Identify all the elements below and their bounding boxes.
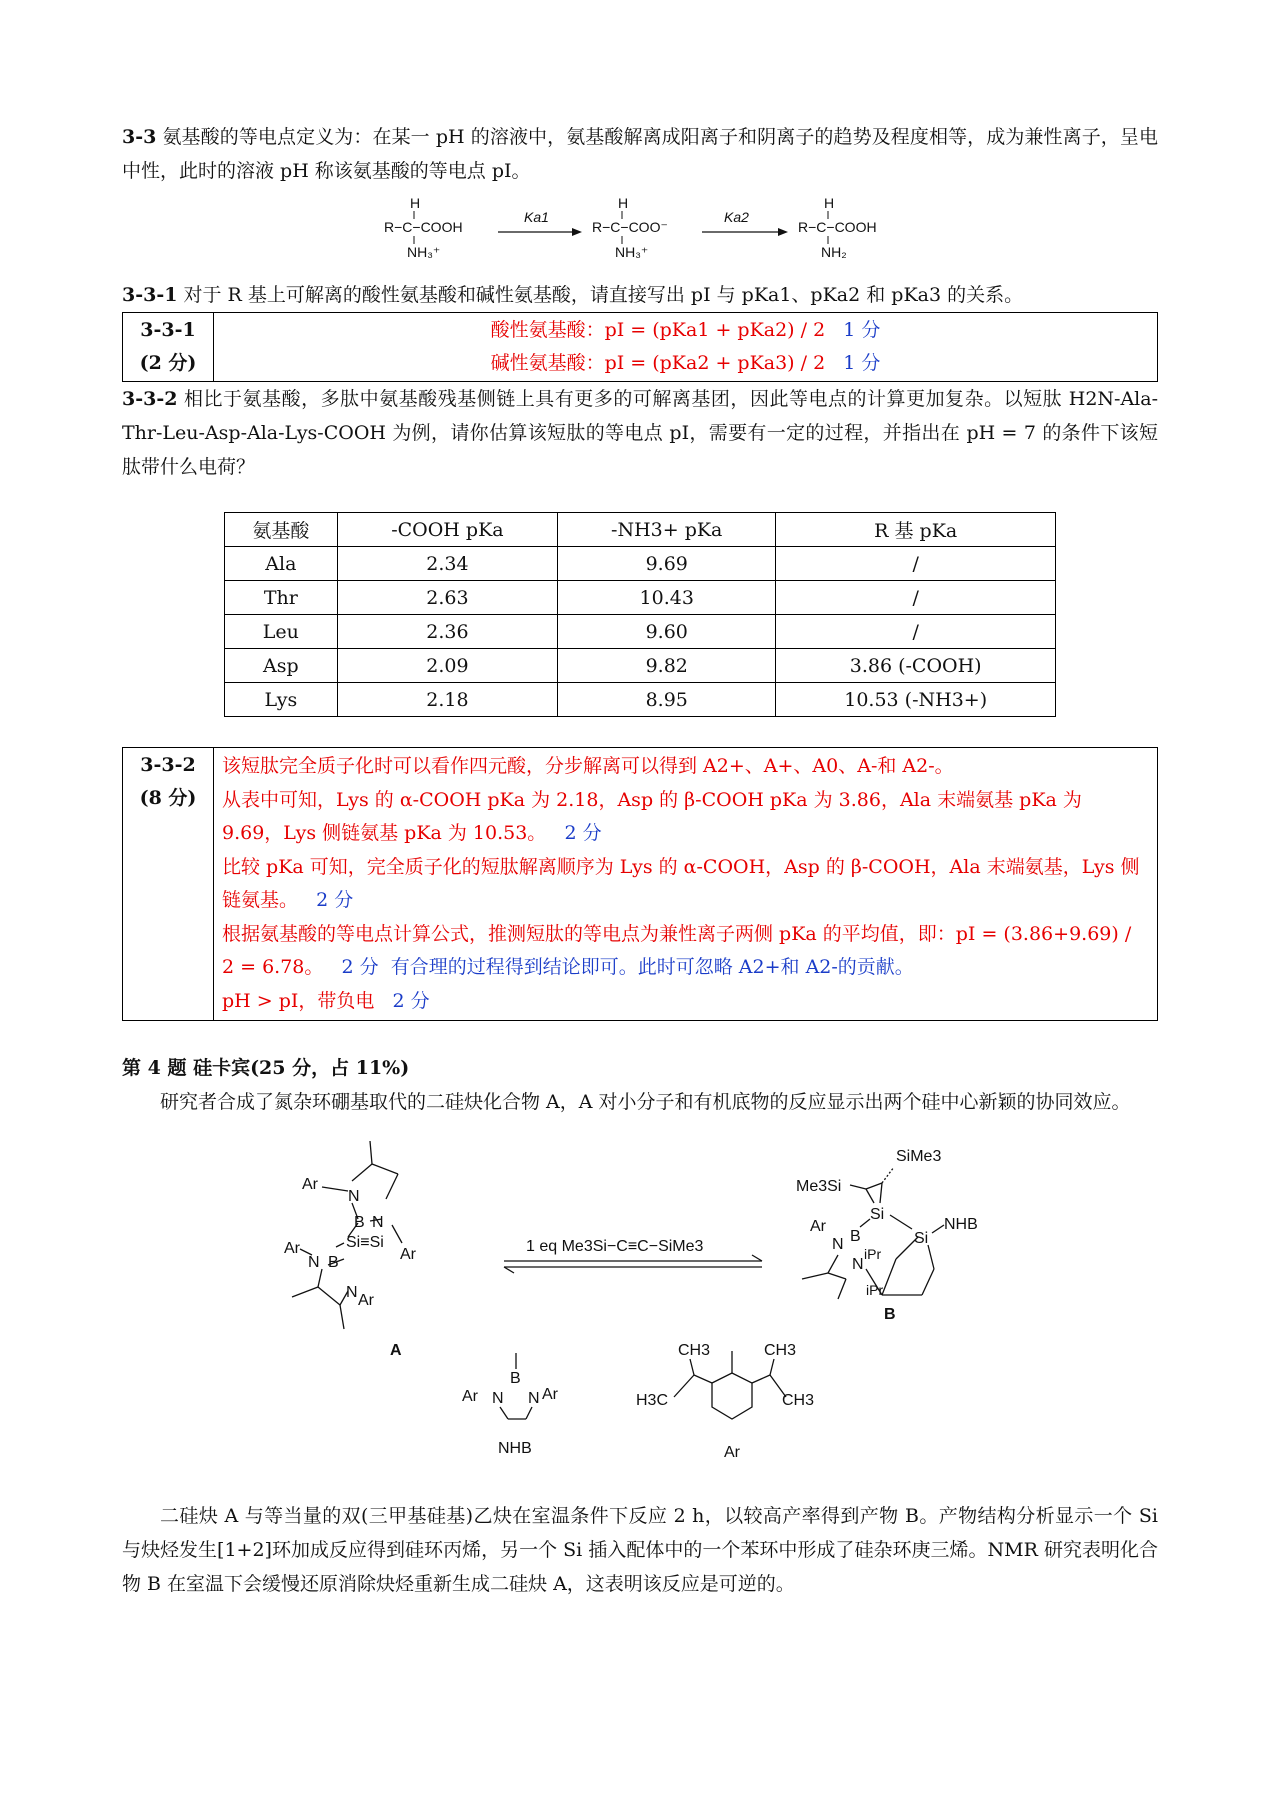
q331-text: 对于 R 基上可解离的酸性氨基酸和碱性氨基酸，请直接写出 pI 与 pKa1、pKa2 和 pKa3 的关系。 bbox=[183, 284, 1024, 306]
answer-basic: 碱性氨基酸：pI = (pKa2 + pKa3) / 2 bbox=[490, 352, 826, 374]
b-n-2: N bbox=[852, 1256, 864, 1273]
table-header-cell: R 基 pKa bbox=[776, 513, 1056, 547]
equilibrium-diagram bbox=[122, 192, 1158, 278]
table-row bbox=[225, 581, 1056, 615]
b-ar: Ar bbox=[810, 1218, 826, 1235]
b-b: B bbox=[850, 1228, 861, 1245]
q331-label: 3-3-1 bbox=[122, 284, 178, 306]
score-line-5: 2 分 bbox=[392, 989, 430, 1012]
answer-content-331 bbox=[214, 313, 1158, 382]
ka2-label: Ka2 bbox=[724, 209, 749, 225]
q332-text: 相比于氨基酸，多肽中氨基酸残基侧链上具有更多的可解离基团，因此等电点的计算更加复杂。以短肽 H2N-Ala-Thr-Leu-Asp-Ala-Lys-COOH 为例，请你估算该短肽的等电点 pI，需要有一定的过程，并指出在 pH = 7 的条件下该短肽带什么电荷？ bbox=[122, 388, 1158, 478]
table-row bbox=[225, 615, 1056, 649]
answer-points-331: (2 分) bbox=[139, 352, 197, 374]
score-line-4: 2 分 bbox=[341, 956, 379, 978]
compound-a-structure bbox=[284, 1141, 417, 1359]
b-si-2: Si bbox=[914, 1230, 929, 1247]
q331-paragraph bbox=[122, 278, 1158, 312]
page-content bbox=[122, 120, 1158, 1601]
ar-ch3-3: CH3 bbox=[782, 1392, 815, 1409]
q33-label: 3-3 bbox=[122, 126, 157, 148]
answer-line-4: 根据氨基酸的等电点计算公式，推测短肽的等电点为兼性离子两侧 pKa 的平均值，即：pI = (3.86+9.69) / 2 = 6.78。 bbox=[222, 922, 1132, 978]
answer-label-332 bbox=[123, 748, 214, 1021]
table-cell: 2.09 bbox=[337, 649, 557, 683]
table-row bbox=[225, 649, 1056, 683]
table-cell: 8.95 bbox=[558, 683, 776, 717]
species2-nh3: NH₃⁺ bbox=[615, 244, 649, 260]
pka-equilibrium bbox=[122, 192, 1158, 278]
answer-label-331 bbox=[123, 313, 214, 382]
answer-line-5: pH > pI，带负电 bbox=[222, 989, 375, 1012]
table-cell: 2.36 bbox=[337, 615, 557, 649]
b-nhb: NHB bbox=[944, 1216, 978, 1233]
table-cell: Lys bbox=[225, 683, 338, 717]
a-n-4: N bbox=[346, 1284, 358, 1301]
score-basic: 1 分 bbox=[843, 352, 881, 374]
table-cell: 2.63 bbox=[337, 581, 557, 615]
table-cell: / bbox=[776, 547, 1056, 581]
a-ar-2: Ar bbox=[400, 1246, 416, 1263]
table-cell: 3.86 (-COOH) bbox=[776, 649, 1056, 683]
answer-box-331 bbox=[122, 312, 1158, 382]
ar-ch3-2: CH3 bbox=[764, 1342, 797, 1359]
a-n-3: N bbox=[308, 1254, 320, 1271]
table-cell: Thr bbox=[225, 581, 338, 615]
answer-content-332 bbox=[214, 748, 1158, 1021]
compound-b-label: B bbox=[884, 1306, 896, 1323]
a-b-2: B bbox=[328, 1254, 339, 1271]
species1-nh3: NH₃⁺ bbox=[407, 244, 441, 260]
reaction-scheme bbox=[122, 1119, 1158, 1499]
nhb-n-2: N bbox=[528, 1390, 540, 1407]
reagent-label: 1 eq Me3Si−C≡C−SiMe3 bbox=[526, 1238, 704, 1255]
species2-formula: R−C−COO⁻ bbox=[592, 219, 668, 235]
b-si-1: Si bbox=[870, 1206, 885, 1223]
table-cell: Ala bbox=[225, 547, 338, 581]
ka1-label: Ka1 bbox=[524, 209, 549, 225]
b-n-1: N bbox=[832, 1236, 844, 1253]
answer-box-332 bbox=[122, 747, 1158, 1021]
ar-ch3-1: CH3 bbox=[678, 1342, 711, 1359]
answer-id-331: 3-3-1 bbox=[140, 319, 196, 341]
species3-nh2: NH₂ bbox=[821, 244, 847, 260]
species3-h: H bbox=[824, 195, 835, 211]
compound-a-label: A bbox=[390, 1342, 402, 1359]
nhb-fragment bbox=[462, 1353, 559, 1457]
table-cell: 10.53 (-NH3+) bbox=[776, 683, 1056, 717]
a-sisi: Si≡Si bbox=[346, 1234, 384, 1251]
q4-intro: 研究者合成了氮杂环硼基取代的二硅炔化合物 A，A 对小分子和有机底物的反应显示出两个硅中心新颖的协同效应。 bbox=[160, 1091, 1131, 1113]
answer-note: 有合理的过程得到结论即可。此时可忽略 A2+和 A2-的贡献。 bbox=[390, 956, 914, 978]
table-row bbox=[225, 683, 1056, 717]
q332-label: 3-3-2 bbox=[122, 388, 178, 410]
table-cell: 2.34 bbox=[337, 547, 557, 581]
table-row bbox=[225, 547, 1056, 581]
table-header-row bbox=[225, 513, 1056, 547]
q33-paragraph bbox=[122, 120, 1158, 188]
answer-line-2: 从表中可知，Lys 的 α-COOH pKa 为 2.18，Asp 的 β-COOH pKa 为 3.86，Ala 末端氨基 pKa 为 9.69，Lys 侧链氨基 pKa 为 10.53。 bbox=[222, 788, 1082, 844]
equilibrium-arrows bbox=[504, 1238, 762, 1273]
nhb-b: B bbox=[510, 1370, 521, 1387]
table-cell: 9.82 bbox=[558, 649, 776, 683]
nhb-n-1: N bbox=[492, 1390, 504, 1407]
answer-points-332: (8 分) bbox=[139, 787, 197, 809]
table-cell: 10.43 bbox=[558, 581, 776, 615]
table-header-cell: -COOH pKa bbox=[337, 513, 557, 547]
ar-fragment bbox=[636, 1342, 814, 1461]
b-me3si: Me3Si bbox=[796, 1178, 842, 1195]
table-header-cell: -NH3+ pKa bbox=[558, 513, 776, 547]
q332-paragraph bbox=[122, 382, 1158, 484]
ar-h3c: H3C bbox=[636, 1392, 669, 1409]
nhb-ar-1: Ar bbox=[462, 1388, 478, 1405]
answer-line-3: 比较 pKa 可知，完全质子化的短肽解离顺序为 Lys 的 α-COOH，Asp 的 β-COOH，Ala 末端氨基，Lys 侧链氨基。 bbox=[222, 855, 1140, 911]
disilyne-reaction-figure bbox=[122, 1119, 1158, 1499]
table-cell: / bbox=[776, 615, 1056, 649]
nhb-ar-2: Ar bbox=[542, 1386, 558, 1403]
score-acidic: 1 分 bbox=[843, 319, 881, 341]
q4-title: 第 4 题 硅卡宾(25 分，占 11%) bbox=[122, 1057, 410, 1079]
answer-acidic: 酸性氨基酸：pI = (pKa1 + pKa2) / 2 bbox=[490, 319, 826, 341]
table-cell: / bbox=[776, 581, 1056, 615]
b-sime3: SiMe3 bbox=[896, 1148, 942, 1165]
a-ar-1: Ar bbox=[302, 1176, 318, 1193]
a-b-1: B bbox=[354, 1214, 365, 1231]
a-ar-4: Ar bbox=[358, 1292, 374, 1309]
a-n-2: N bbox=[372, 1214, 384, 1231]
q33-text: 氨基酸的等电点定义为：在某一 pH 的溶液中，氨基酸解离成阳离子和阴离子的趋势及程度相等，成为兼性离子，呈电中性，此时的溶液 pH 称该氨基酸的等电点 pI。 bbox=[122, 126, 1158, 182]
b-ipr-1: iPr bbox=[864, 1246, 882, 1262]
pka-table bbox=[224, 512, 1056, 717]
table-cell: 9.69 bbox=[558, 547, 776, 581]
table-cell: Asp bbox=[225, 649, 338, 683]
score-line-2: 2 分 bbox=[564, 822, 602, 844]
species1-h: H bbox=[410, 195, 421, 211]
answer-line-1: 该短肽完全质子化时可以看作四元酸，分步解离可以得到 A2+、A+、A0、A-和 A2-。 bbox=[222, 755, 954, 777]
table-header-cell: 氨基酸 bbox=[225, 513, 338, 547]
b-ipr-2: iPr bbox=[866, 1282, 884, 1298]
nhb-label: NHB bbox=[498, 1440, 532, 1457]
species3-formula: R−C−COOH bbox=[798, 219, 877, 235]
table-cell: 9.60 bbox=[558, 615, 776, 649]
table-cell: Leu bbox=[225, 615, 338, 649]
ar-label: Ar bbox=[724, 1444, 740, 1461]
compound-b-structure bbox=[796, 1148, 978, 1323]
a-n-1: N bbox=[348, 1188, 360, 1205]
score-line-3: 2 分 bbox=[316, 889, 354, 911]
species2-h: H bbox=[618, 195, 629, 211]
table-cell: 2.18 bbox=[337, 683, 557, 717]
a-ar-3: Ar bbox=[284, 1240, 300, 1257]
species1-formula: R−C−COOH bbox=[384, 219, 463, 235]
answer-id-332: 3-3-2 bbox=[140, 754, 196, 776]
q4-paragraph: 二硅炔 A 与等当量的双(三甲基硅基)乙炔在室温条件下反应 2 h，以较高产率得到产物 B。产物结构分析显示一个 Si 与炔烃发生[1+2]环加成反应得到硅环丙烯，另一个 Si 插入配体中的一个苯环中形成了硅杂环庚三烯。NMR 研究表明化合物 B 在室温下会缓慢还原消除炔烃重新生成二硅炔 A，这表明该反应是可逆的。 bbox=[122, 1505, 1158, 1595]
